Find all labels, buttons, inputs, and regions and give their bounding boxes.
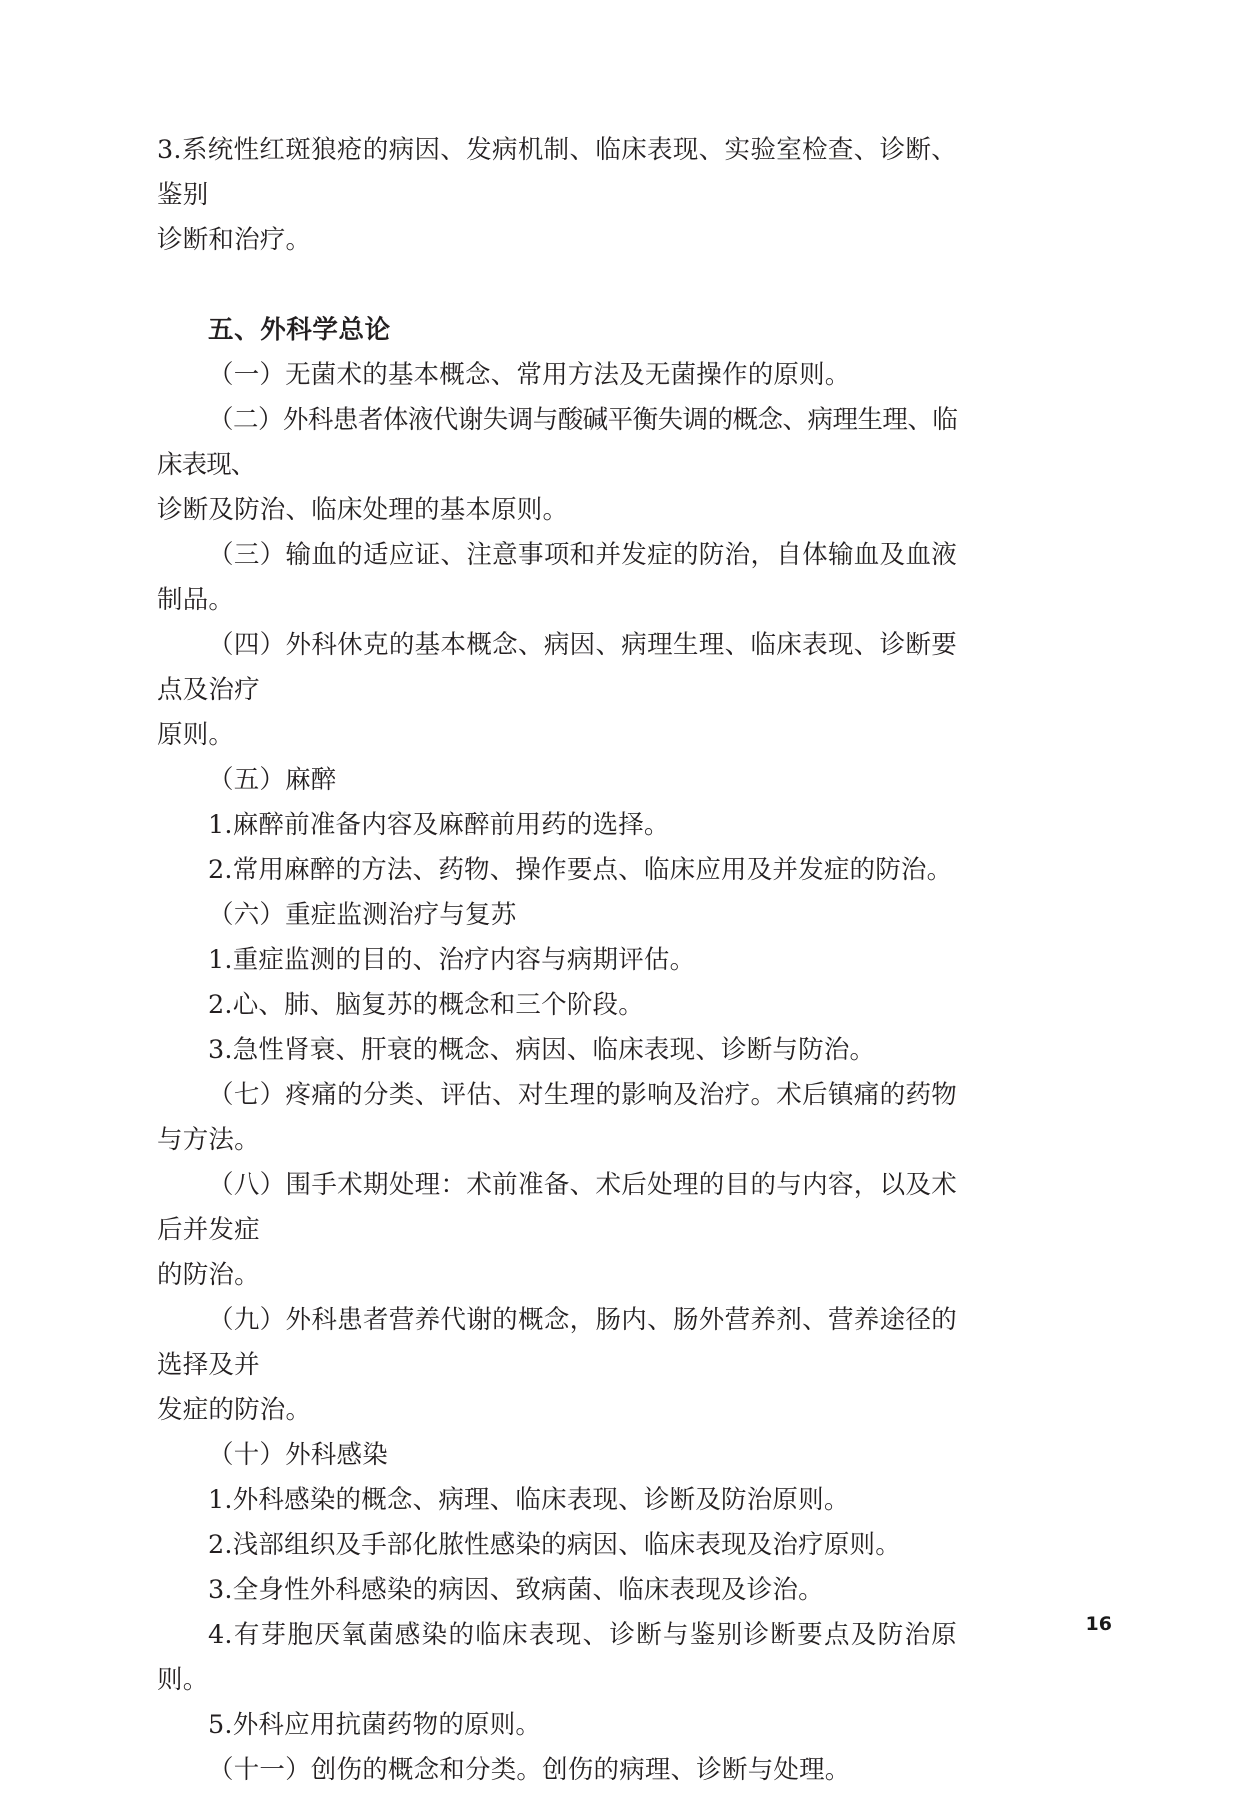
item-6-subitem-2: 2.心、肺、脑复苏的概念和三个阶段。: [208, 990, 644, 1020]
item-5-line-1: （五）麻醉: [208, 765, 337, 795]
item-8-line-1: （八）围手术期处理：术前准备、术后处理的目的与内容，以及术后并发症: [157, 1170, 957, 1245]
item-10-subitem-3: 3.全身性外科感染的病因、致病菌、临床表现及诊治。: [208, 1575, 824, 1605]
continued-item-line-1: 3.系统性红斑狼疮的病因、发病机制、临床表现、实验室检查、诊断、鉴别: [157, 135, 957, 210]
item-5-subitem-1: 1.麻醉前准备内容及麻醉前用药的选择。: [208, 810, 670, 840]
continued-item-line-2: 诊断和治疗。: [157, 225, 312, 255]
item-5-subitem-2: 2.常用麻醉的方法、药物、操作要点、临床应用及并发症的防治。: [208, 855, 953, 885]
page-number: 16: [1085, 1613, 1112, 1635]
item-9-line-1: （九）外科患者营养代谢的概念，肠内、肠外营养剂、营养途径的选择及并: [157, 1305, 957, 1380]
item-8-line-2: 的防治。: [157, 1260, 260, 1290]
item-7-line-1: （七）疼痛的分类、评估、对生理的影响及治疗。术后镇痛的药物与方法。: [157, 1080, 957, 1155]
item-4-line-1: （四）外科休克的基本概念、病因、病理生理、临床表现、诊断要点及治疗: [157, 630, 957, 705]
page-body: [157, 128, 957, 1793]
item-10-subitem-1: 1.外科感染的概念、病理、临床表现、诊断及防治原则。: [208, 1485, 850, 1515]
item-10-subitem-5: 5.外科应用抗菌药物的原则。: [208, 1710, 542, 1740]
item-11-line-1: （十一）创伤的概念和分类。创伤的病理、诊断与处理。: [208, 1755, 851, 1785]
item-2-line-2: 诊断及防治、临床处理的基本原则。: [157, 495, 569, 525]
item-6-subitem-3: 3.急性肾衰、肝衰的概念、病因、临床表现、诊断与防治。: [208, 1035, 876, 1065]
item-6-subitem-1: 1.重症监测的目的、治疗内容与病期评估。: [208, 945, 696, 975]
item-2-line-1: （二）外科患者体液代谢失调与酸碱平衡失调的概念、病理生理、临床表现、: [157, 405, 957, 480]
item-9-line-2: 发症的防治。: [157, 1395, 312, 1425]
item-10-subitem-2: 2.浅部组织及手部化脓性感染的病因、临床表现及治疗原则。: [208, 1530, 901, 1560]
section-heading: 五、外科学总论: [208, 315, 391, 345]
item-10-line-1: （十）外科感染: [208, 1440, 388, 1470]
item-1-line-1: （一）无菌术的基本概念、常用方法及无菌操作的原则。: [208, 360, 851, 390]
item-3-line-1: （三）输血的适应证、注意事项和并发症的防治，自体输血及血液制品。: [157, 540, 957, 615]
item-10-subitem-4: 4.有芽胞厌氧菌感染的临床表现、诊断与鉴别诊断要点及防治原则。: [157, 1620, 957, 1695]
continued-item-paragraph: [157, 128, 957, 218]
continued-item-wrap: [157, 218, 957, 263]
item-4-line-2: 原则。: [157, 720, 235, 750]
item-6-line-1: （六）重症监测治疗与复苏: [208, 900, 517, 930]
